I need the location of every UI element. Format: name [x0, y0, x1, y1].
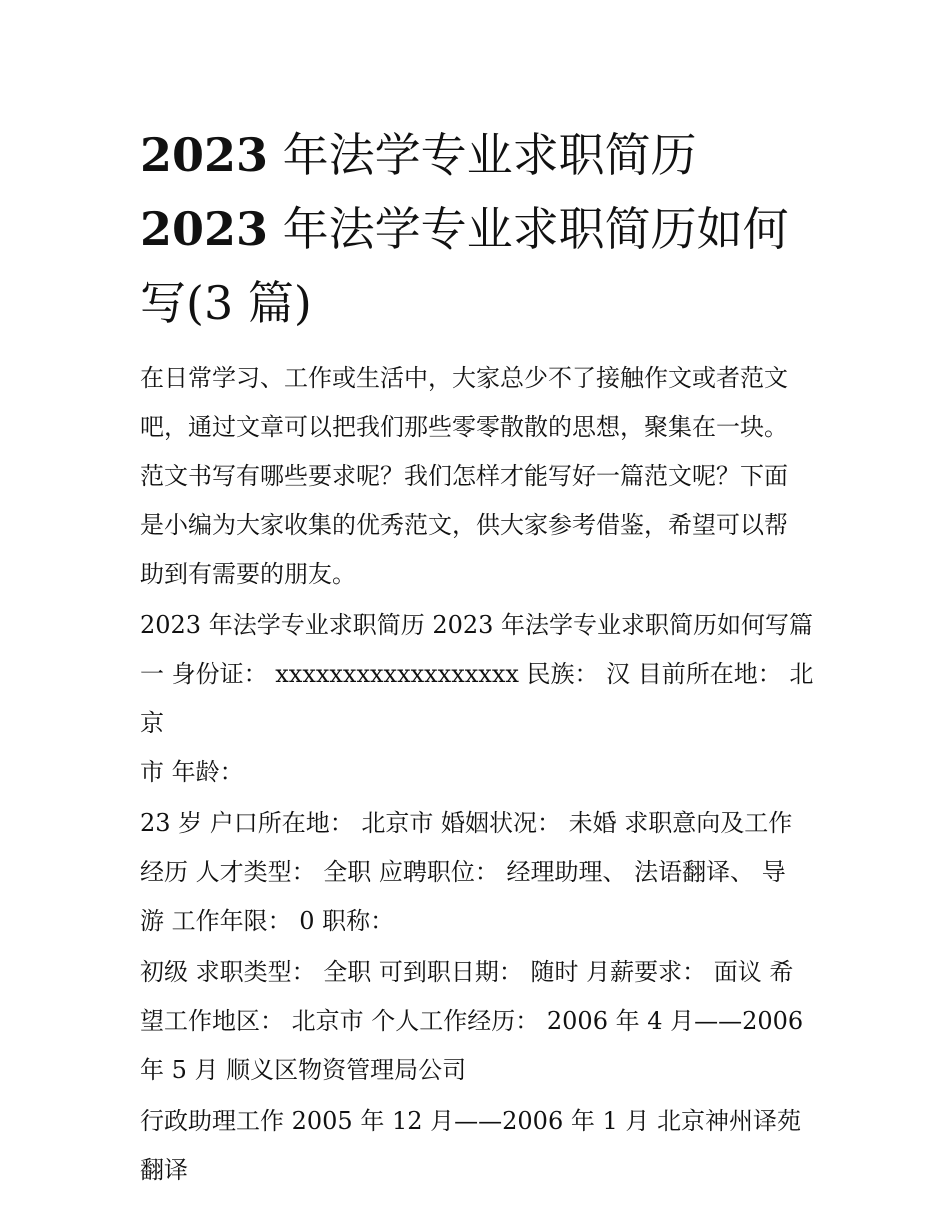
document-page	[140, 118, 815, 1195]
paragraph-line: 一 身份证： xxxxxxxxxxxxxxxxxx 民族： 汉 目前所在地： 北京	[140, 660, 814, 737]
intro-line: 是小编为大家收集的优秀范文，供大家参考借鉴，希望可以帮	[140, 511, 788, 539]
intro-line: 助到有需要的朋友。	[140, 560, 356, 588]
intro-line: 范文书写有哪些要求呢？我们怎样才能写好一篇范文呢？下面	[140, 462, 788, 490]
title-year: 2023	[140, 128, 269, 182]
paragraph-line: 年 5 月 顺义区物资管理局公司	[140, 1056, 467, 1084]
intro-line: 吧，通过文章可以把我们那些零零散散的思想，聚集在一块。	[140, 413, 788, 441]
resume-paragraph-3	[140, 948, 815, 1095]
paragraph-line: 市 年龄：	[140, 758, 244, 786]
title-year: 2023	[140, 202, 269, 256]
document-title	[140, 118, 815, 340]
title-line-3: 写(3 篇)	[140, 276, 312, 330]
paragraph-line: 2023 年法学专业求职简历 2023 年法学专业求职简历如何写篇	[140, 611, 814, 639]
intro-line: 在日常学习、工作或生活中，大家总少不了接触作文或者范文	[140, 364, 788, 392]
resume-paragraph-4	[140, 1097, 815, 1195]
paragraph-line: 行政助理工作 2005 年 12 月——2006 年 1 月 北京神州译苑翻译	[140, 1107, 801, 1184]
paragraph-line: 经历 人才类型： 全职 应聘职位： 经理助理、 法语翻译、 导	[140, 858, 786, 886]
title-line-1: 2023 年法学专业求职简历	[140, 128, 697, 182]
intro-paragraph	[140, 354, 815, 599]
paragraph-line: 游 工作年限： 0 职称：	[140, 907, 395, 935]
resume-paragraph-1	[140, 601, 815, 797]
paragraph-line: 初级 求职类型： 全职 可到职日期： 随时 月薪要求： 面议 希	[140, 958, 794, 986]
resume-paragraph-2	[140, 799, 815, 946]
paragraph-line: 23 岁 户口所在地： 北京市 婚姻状况： 未婚 求职意向及工作	[140, 809, 793, 837]
title-line-2: 2023 年法学专业求职简历如何	[140, 202, 789, 256]
paragraph-line: 望工作地区： 北京市 个人工作经历： 2006 年 4 月——2006	[140, 1007, 804, 1035]
